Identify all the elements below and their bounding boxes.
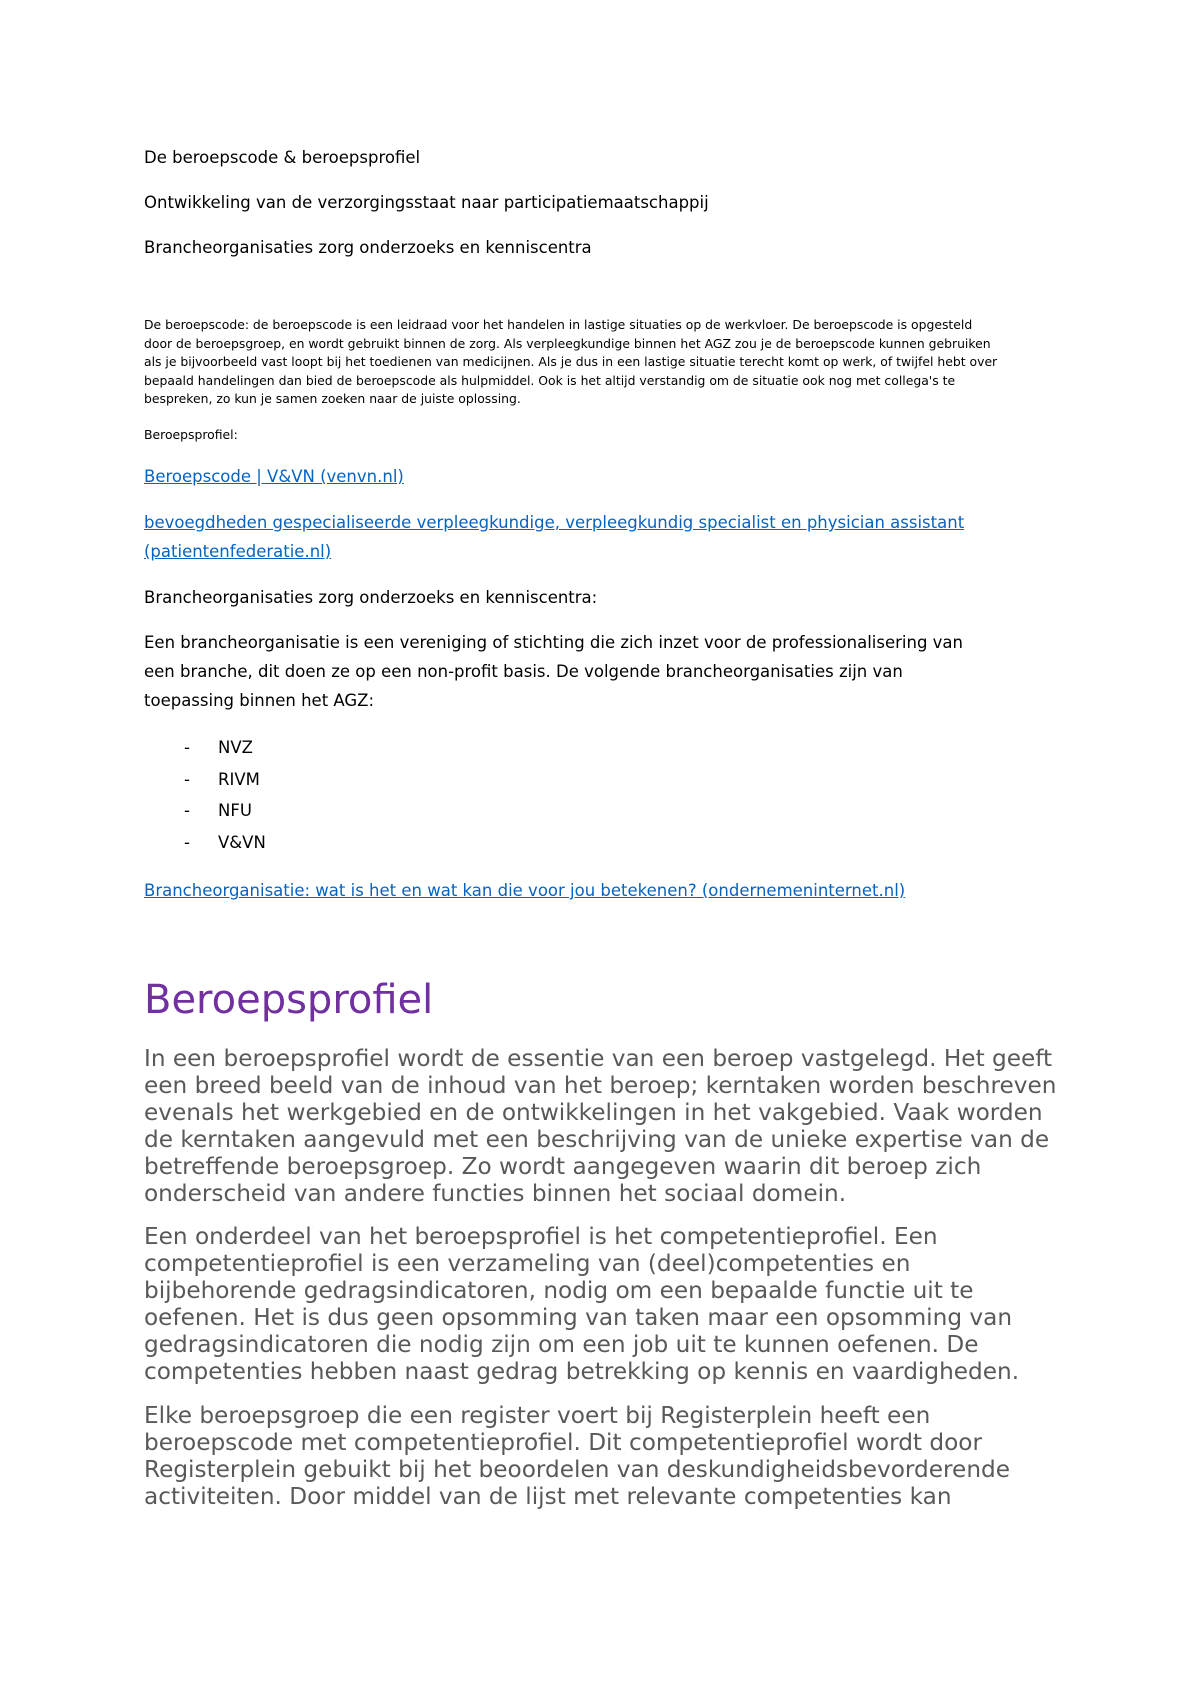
paragraph-line: De beroepscode: de beroepscode is een leidraad voor het handelen in lastige situaties op de werkvloer. De beroepscode is opgesteld <box>144 317 973 332</box>
paragraph-line: evenals het werkgebied en de ontwikkelingen in het vakgebied. Vaak worden <box>144 1099 1043 1127</box>
paragraph-line: beroepscode met competentieprofiel. Dit competentieprofiel wordt door <box>144 1429 983 1457</box>
paragraph-line: competenties hebben naast gedrag betrekking op kennis en vaardigheden. <box>144 1358 1020 1386</box>
paragraph-line: bijbehorende gedragsindicatoren, nodig om een bepaalde functie uit te <box>144 1277 974 1305</box>
subtitle-verzorgingsstaat: Ontwikkeling van de verzorgingsstaat naar participatiemaatschappij <box>144 193 709 212</box>
link-venvn-wrapper <box>144 462 404 491</box>
dash-bullet: - <box>184 832 190 852</box>
link-patientenfederatie-wrapper <box>144 508 964 537</box>
paragraph-line: de kerntaken aangevuld met een beschrijving van de unieke expertise van de <box>144 1126 1050 1154</box>
link-patientenfederatie-line2[interactable]: (patientenfederatie.nl) <box>144 542 332 561</box>
paragraph-line: bespreken, zo kun je samen zoeken naar de juiste oplossing. <box>144 391 521 407</box>
paragraph-line: een breed beeld van de inhoud van het beroep; kerntaken worden beschreven <box>144 1072 1057 1100</box>
branche-text-line: toepassing binnen het AGZ: <box>144 691 375 710</box>
beroepsprofiel-label: Beroepsprofiel: <box>144 427 238 442</box>
paragraph-line: betreffende beroepsgroep. Zo wordt aangegeven waarin dit beroep zich <box>144 1153 982 1181</box>
list-item-text: NFU <box>218 801 252 820</box>
beroepsprofiel-paragraph-3 <box>144 1402 1104 1510</box>
paragraph-line: Registerplein gebuikt bij het beoordelen van deskundigheidsbevorderende <box>144 1456 1010 1484</box>
beroepsprofiel-paragraph-2 <box>144 1223 1104 1386</box>
branche-text-line: een branche, dit doen ze op een non-profit basis. De volgende brancheorganisaties zijn van <box>144 662 903 681</box>
link-patientenfederatie-wrapper-2 <box>144 537 331 566</box>
list-item-text: NVZ <box>218 738 253 757</box>
paragraph-line: door de beroepsgroep, en wordt gebruikt binnen de zorg. Als verpleegkundige binnen het AGZ zou je de beroepscode kunnen gebruiken <box>144 335 991 351</box>
list-item-text: RIVM <box>218 769 260 789</box>
paragraph-line: competentieprofiel is een verzameling van (deel)competenties en <box>144 1250 911 1278</box>
link-patientenfederatie-line1[interactable]: bevoegdheden gespecialiseerde verpleegkundige, verpleegkundig specialist en physician assistant <box>144 513 965 532</box>
doc-title: De beroepscode & beroepsprofiel <box>144 148 421 167</box>
beroepsprofiel-heading: Beroepsprofiel <box>144 977 434 1023</box>
paragraph-line: In een beroepsprofiel wordt de essentie van een beroep vastgelegd. Het geeft <box>144 1045 1053 1072</box>
list-item-text: V&VN <box>218 832 266 852</box>
beroepscode-paragraph <box>144 316 1074 409</box>
paragraph-line: Een onderdeel van het beroepsprofiel is het competentieprofiel. Een <box>144 1223 938 1250</box>
dash-bullet: - <box>184 738 190 757</box>
link-ondernemeninternet[interactable]: Brancheorganisatie: wat is het en wat kan die voor jou betekenen? (ondernemeninternet.nl) <box>144 881 906 900</box>
paragraph-line: Elke beroepsgroep die een register voert bij Registerplein heeft een <box>144 1402 931 1429</box>
dash-bullet: - <box>184 769 190 789</box>
subtitle-brancheorganisaties: Brancheorganisaties zorg onderzoeks en kenniscentra <box>144 238 592 257</box>
paragraph-line: bepaald handelingen dan bied de beroepscode als hulpmiddel. Ook is het altijd verstandig om de situatie ook nog met collega's te <box>144 372 956 388</box>
branche-text-line: Een brancheorganisatie is een vereniging of stichting die zich inzet voor de professionalisering van <box>144 633 963 652</box>
link-ondernemen-wrapper <box>144 876 905 905</box>
paragraph-line: oefenen. Het is dus geen opsomming van taken maar een opsomming van <box>144 1304 1013 1332</box>
paragraph-line: activiteiten. Door middel van de lijst met relevante competenties kan <box>144 1483 952 1511</box>
beroepsprofiel-paragraph-1 <box>144 1045 1104 1208</box>
paragraph-line: onderscheid van andere functies binnen het sociaal domein. <box>144 1180 847 1208</box>
paragraph-line: gedragsindicatoren die nodig zijn om een job uit te kunnen oefenen. De <box>144 1331 979 1359</box>
link-venvn[interactable]: Beroepscode | V&VN (venvn.nl) <box>144 467 404 486</box>
paragraph-line: als je bijvoorbeeld vast loopt bij het toedienen van medicijnen. Als je dus in een lastige situatie terecht komt op werk, of twijfel hebt over <box>144 354 998 370</box>
dash-bullet: - <box>184 801 190 820</box>
branche-section-title: Brancheorganisaties zorg onderzoeks en kenniscentra: <box>144 588 598 607</box>
